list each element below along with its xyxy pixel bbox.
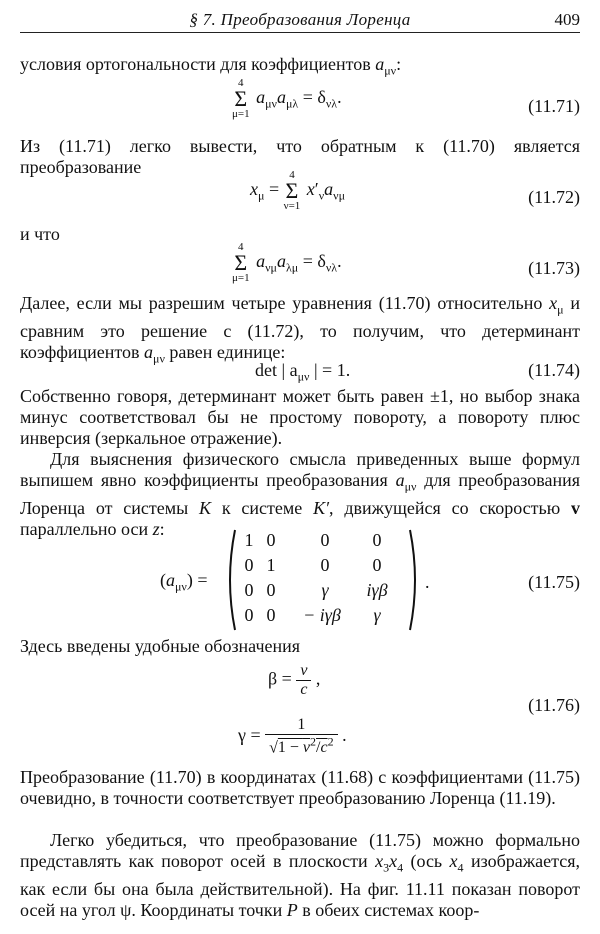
paragraph-text: Для выяснения физического смысла приведенных выше формул выпишем явно коэффициенты преобразования (20, 449, 580, 490)
paragraph-text: для преобразования Лоренца от системы (20, 470, 580, 518)
equation-number: (11.71) (528, 96, 580, 116)
paragraph-text: параллельно оси (20, 518, 149, 539)
matrix-cell: γ (373, 605, 381, 625)
paragraph-coordinates (20, 767, 580, 809)
page-number: 409 (554, 10, 580, 29)
equation-number: (11.73) (528, 258, 580, 278)
equation-11-75-lhs: $(a_{\mu\nu})$ = (160, 570, 208, 594)
equation-number: (11.76) (528, 695, 580, 715)
paragraph-orthogonality: условия ортогональности для коэффициентов $a_{\mu\nu}$: (20, 54, 402, 78)
matrix-cell: 0 (244, 605, 254, 625)
paragraph-text: Из (11.71) легко вывести, что обратным к (11.70) является преобразование (20, 136, 580, 177)
matrix-cell: 0 (372, 555, 382, 575)
matrix-cell: 0 (266, 605, 276, 625)
matrix-period: . (425, 572, 430, 592)
paragraph-text: (ось (410, 851, 443, 871)
equation-gamma: γ = $\frac{1}{√1 - v^2/c^2}$ . (238, 716, 347, 757)
running-header (20, 6, 580, 33)
equation-number: (11.75) (528, 572, 580, 592)
paragraph-text: в обеих системах коор- (302, 899, 480, 920)
lorentz-matrix (225, 528, 420, 632)
paragraph-text: равен единице: (169, 341, 286, 362)
paragraph-rotation: Легко убедиться, что преобразование (11.75) можно формально представлять как поворот осей в плоскости $x_3x_4$ (ось $x_4$ изображается, как если бы она была действительной). На фиг. 11.11 показан поворот осей на угол ψ. Координаты точки P в обеих системах коор- (20, 830, 581, 920)
matrix-cell: 1 (244, 530, 254, 550)
equation-text: det | a (255, 360, 298, 380)
section-title: § 7. Преобразования Лоренца (189, 10, 411, 29)
equation-11-74: det | $a_{\mu\nu}$ | = 1. (255, 360, 351, 384)
equation-11-73: 4 Σ μ=1 $a_{\nu\mu}a_{\lambda\mu} = \delta_{\nu\lambda}$. (232, 241, 342, 284)
matrix-cell: 0 (244, 555, 254, 575)
equation-11-72: $x_\mu$ = 4 Σ ν=1 $x'_\nu a_{\nu\mu}$ (250, 169, 346, 212)
paragraph-determinant: Далее, если мы разрешим четыре уравнения (11.70) относительно $x_\mu$ и сравним это решение с (11.72), то получим, что детерминант коэффициентов $a_{\mu\nu}$ равен единице: (20, 293, 581, 366)
matrix-cell: iγβ (366, 580, 388, 600)
paragraph-notation (20, 636, 580, 657)
paragraph-text: условия ортогональности для коэффициентов (20, 54, 371, 74)
paragraph-text: и что (20, 224, 60, 244)
matrix-cell: 0 (266, 580, 276, 600)
matrix-cell: 0 (372, 530, 382, 550)
equation-text: | = 1. (313, 360, 351, 380)
equation-beta: β = $\frac{v}{c}$ , (268, 662, 321, 698)
matrix-cell: γ (321, 580, 329, 600)
matrix-cell: 0 (320, 555, 330, 575)
paragraph-text: Собственно говоря, детерминант может быть равен ±1, но выбор знака минус соответствовал бы не простому повороту, а повороту плюс инверсия (зеркальное отражение). (20, 386, 580, 448)
matrix-cell: − iγβ (303, 605, 341, 625)
matrix-cell: 1 (266, 555, 276, 575)
equation-number: (11.74) (528, 360, 580, 380)
equation-11-71: 4 Σ μ=1 $a_{\mu\nu}a_{\mu\lambda} = \delta_{\nu\lambda}$. (232, 77, 342, 120)
matrix-cell: 0 (320, 530, 330, 550)
paragraph-text: и сравним это решение с (11.72), то получим, что детерминант коэффициентов (20, 293, 581, 362)
matrix-cell: 0 (244, 580, 254, 600)
paragraph-physical-meaning: Для выяснения физического смысла приведенных выше формул выпишем явно коэффициенты преобразования $a_{\mu\nu}$ для преобразования Лоренца от системы K к системе K′, движущейся со скоростью v параллельно оси z: (20, 449, 581, 539)
paragraph-text: Далее, если мы разрешим четыре уравнения (11.70) относительно (20, 293, 543, 313)
paragraph-sign (20, 386, 580, 449)
equation-number: (11.72) (528, 187, 580, 207)
matrix-cell: 0 (266, 530, 276, 550)
paragraph-text: Здесь введены удобные обозначения (20, 636, 301, 656)
paragraph-text: Легко убедиться, что преобразование (11.75) можно формально представлять как поворот осей в плоскости (20, 830, 580, 871)
paragraph-text: , движущейся со скоростью (329, 497, 561, 518)
paragraph-text: Преобразование (11.70) в координатах (11.68) с коэффициентами (11.75) очевидно, в точности соответствует преобразованию Лоренца (11.19). (20, 767, 580, 808)
paragraph-text: изображается, как если бы она была действительной). На фиг. 11.11 показан поворот осей на угол ψ. Координаты точки (20, 851, 581, 920)
paragraph-text: к системе (221, 497, 303, 518)
